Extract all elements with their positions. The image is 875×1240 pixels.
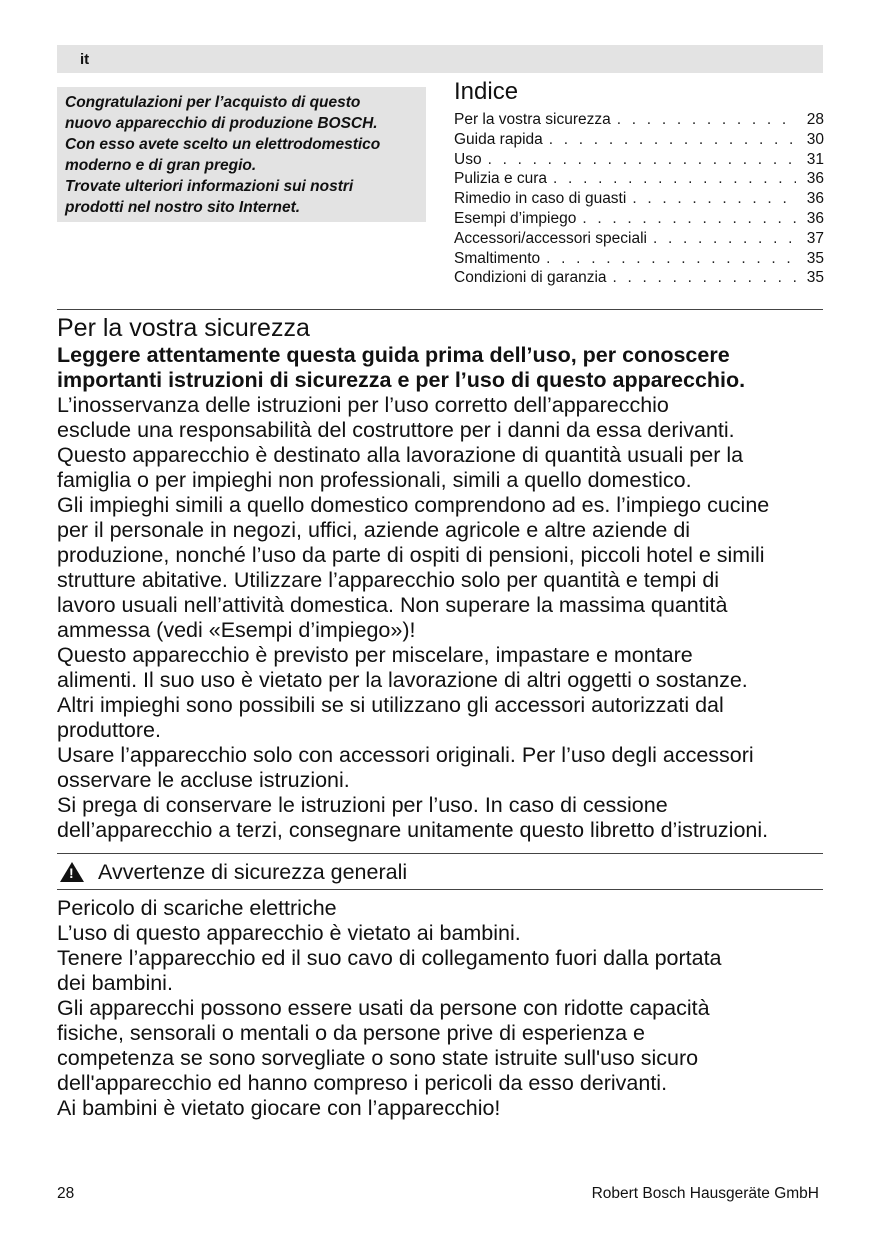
body-line: Tenere l’apparecchio ed il suo cavo di collegamento fuori dalla portata [57,946,722,970]
body-line: L’inosservanza delle istruzioni per l’uso corretto dell’apparecchio [57,393,669,417]
toc-leader [653,229,796,249]
toc-title: Indice [454,78,519,105]
lead-line: Leggere attentamente questa guida prima dell’uso, per conoscere [57,343,730,367]
body-line: dell'apparecchio ed hanno compreso i pericoli da esso derivanti. [57,1071,668,1095]
body-line: L’uso di questo apparecchio è vietato ai bambini. [57,921,521,945]
toc-entry[interactable] [454,229,824,249]
toc-entry-page: 37 [806,229,824,247]
safety-body [57,393,827,843]
warning-subheading: Pericolo di scariche elettriche [57,896,337,920]
body-line: Si prega di conservare le istruzioni per l’uso. In caso di cessione [57,793,668,817]
intro-box [57,87,426,222]
body-line: Gli impieghi simili a quello domestico comprendono ad es. l’impiego cucine [57,493,770,517]
body-line: famiglia o per impieghi non professionali, simili a quello domestico. [57,468,692,492]
footer-company: Robert Bosch Hausgeräte GmbH [591,1185,819,1202]
toc-entry-label: Uso [454,150,482,168]
section-title: Per la vostra sicurezza [57,314,310,342]
toc-entry[interactable] [454,189,824,209]
toc-entry-label: Smaltimento [454,249,541,267]
body-line: competenza se sono sorvegliate o sono state istruite sull'uso sicuro [57,1046,699,1070]
toc-entry-label: Condizioni di garanzia [454,269,607,287]
body-line: fisiche, sensorali o mentali o da persone prive di esperienza e [57,1021,645,1045]
body-line: ammessa (vedi «Esempi d’impiego»)! [57,618,416,642]
warning-bottom-divider [57,889,823,890]
body-line: lavoro usuali nell’attività domestica. Non superare la massima quantità [57,593,728,617]
toc-entry-page: 35 [806,269,824,287]
language-bar [57,45,823,73]
toc-entry-label: Accessori/accessori speciali [454,229,647,247]
warning-top-divider [57,853,823,854]
body-line: Usare l’apparecchio solo con accessori originali. Per l’uso degli accessori [57,743,754,767]
toc-leader [582,209,796,229]
toc-leader [546,249,796,269]
toc-leader [488,150,796,170]
toc-entry-label: Rimedio in caso di guasti [454,190,627,208]
warning-title-bar [57,857,823,887]
toc-entry-label: Esempi d’impiego [454,209,577,227]
intro-line: Trovate ulteriori informazioni sui nostri [65,178,354,195]
section-divider [57,309,823,310]
toc-leader [613,268,796,288]
body-line: Altri impieghi sono possibili se si utilizzano gli accessori autorizzati dal [57,693,724,717]
toc-entry[interactable] [454,150,824,170]
toc-leader [553,169,796,189]
warning-title: Avvertenze di sicurezza generali [98,859,408,884]
table-of-contents [454,77,824,288]
intro-line: Congratulazioni per l’acquisto di questo [65,94,361,111]
toc-entry-page: 28 [806,111,824,128]
toc-entry-page: 36 [806,209,824,227]
language-code: it [80,51,90,68]
body-line: per il personale in negozi, uffici, aziende agricole e altre aziende di [57,518,691,542]
toc-entry-page: 30 [806,130,824,148]
intro-line: prodotti nel nostro sito Internet. [65,199,301,216]
body-line: osservare le accluse istruzioni. [57,768,350,792]
toc-leader [549,130,796,150]
toc-entry[interactable] [454,209,824,229]
body-line: Gli apparecchi possono essere usati da persone con ridotte capacità [57,996,710,1020]
toc-entry-label: Pulizia e cura [454,170,548,188]
intro-line: Con esso avete scelto un elettrodomestico [65,136,381,153]
lead-line: importanti istruzioni di sicurezza e per l’uso di questo apparecchio. [57,368,746,392]
body-line: esclude una responsabilità del costruttore per i danni da essa derivanti. [57,418,735,442]
body-line: Questo apparecchio è previsto per miscelare, impastare e montare [57,643,693,667]
toc-entry[interactable] [454,249,824,269]
toc-entry-page: 36 [806,170,824,188]
safety-section [57,313,827,843]
body-line: produzione, nonché l’uso da parte di ospiti di pensioni, piccoli hotel e simili [57,543,765,567]
body-line: Ai bambini è vietato giocare con l’apparecchio! [57,1096,501,1120]
toc-leader [617,110,796,130]
warning-section [57,896,827,1121]
toc-leader [632,189,796,209]
body-line: Questo apparecchio è destinato alla lavorazione di quantità usuali per la [57,443,744,467]
intro-line: moderno e di gran pregio. [65,157,257,174]
page-number: 28 [57,1185,75,1202]
toc-entry-page: 31 [806,150,824,168]
toc-entry[interactable] [454,169,824,189]
toc-entry[interactable] [454,268,824,288]
toc-entry[interactable] [454,110,824,130]
toc-entry-page: 35 [806,249,824,267]
body-line: produttore. [57,718,161,742]
body-line: alimenti. Il suo uso è vietato per la lavorazione di altri oggetti o sostanze. [57,668,748,692]
warning-triangle-icon [60,862,84,882]
toc-entry-page: 36 [806,190,824,208]
warning-body [57,921,827,1121]
body-line: dell’apparecchio a terzi, consegnare unitamente questo libretto d’istruzioni. [57,818,769,842]
intro-line: nuovo apparecchio di produzione BOSCH. [65,115,378,132]
body-line: strutture abitative. Utilizzare l’apparecchio solo per quantità e tempi di [57,568,720,592]
toc-entry[interactable] [454,130,824,150]
toc-entry-label: Guida rapida [454,130,543,148]
body-line: dei bambini. [57,971,173,995]
toc-entry-label: Per la vostra sicurezza [454,111,611,128]
